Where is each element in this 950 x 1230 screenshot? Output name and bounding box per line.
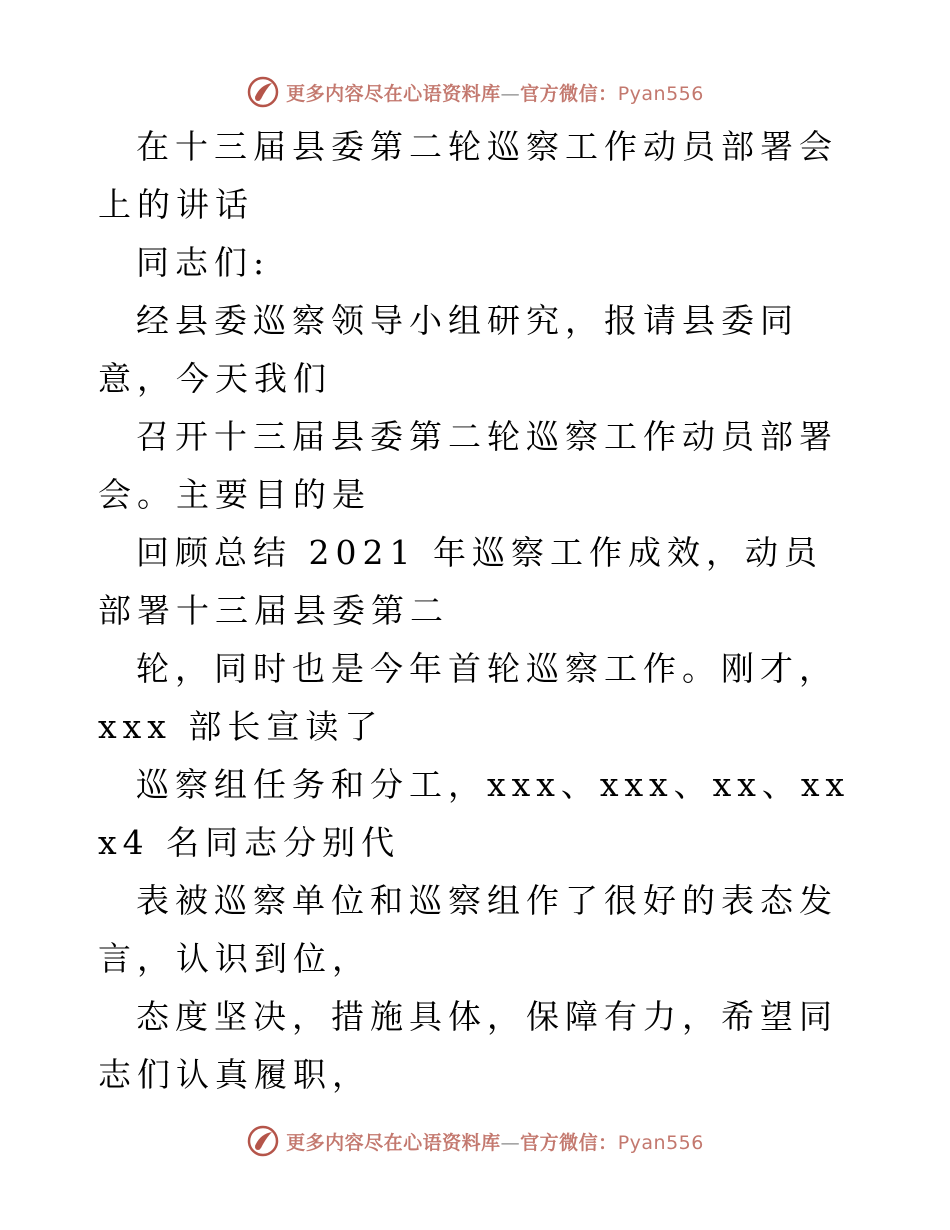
watermark-label: 官方微信： [520,1131,618,1154]
brush-seal-logo-icon [246,75,280,109]
footer-watermark [0,1121,950,1161]
document-title: 在十三届县委第二轮巡察工作动员部署会上的讲话 [98,127,838,224]
watermark-text [286,79,704,106]
paragraph: 表被巡察单位和巡察组作了很好的表态发言，认识到位， [98,881,838,978]
watermark-main: 更多内容尽在心语资料库 [286,82,501,105]
watermark-label: 官方微信： [520,82,618,105]
watermark-separator: — [500,1131,521,1154]
watermark-separator: — [500,82,521,105]
document-body [98,118,858,1104]
brush-seal-logo-icon [246,1124,280,1158]
salutation: 同志们: [136,243,271,282]
watermark-id: Pyan556 [617,82,704,105]
paragraph: 经县委巡察领导小组研究，报请县委同意，今天我们 [98,301,799,398]
paragraph: 态度坚决，措施具体，保障有力，希望同志们认真履职， [98,997,838,1094]
watermark-id: Pyan556 [617,1131,704,1154]
paragraph: 轮，同时也是今年首轮巡察工作。刚才，xxx 部长宣读了 [98,649,838,746]
watermark-text [286,1128,704,1155]
paragraph: 巡察组任务和分工，xxx、xxx、xx、xxx4 名同志分别代 [98,765,851,862]
paragraph: 回顾总结 2021 年巡察工作成效，动员部署十三届县委第二 [98,533,823,630]
watermark-main: 更多内容尽在心语资料库 [286,1131,501,1154]
paragraph: 召开十三届县委第二轮巡察工作动员部署会。主要目的是 [98,417,838,514]
header-watermark [0,72,950,112]
